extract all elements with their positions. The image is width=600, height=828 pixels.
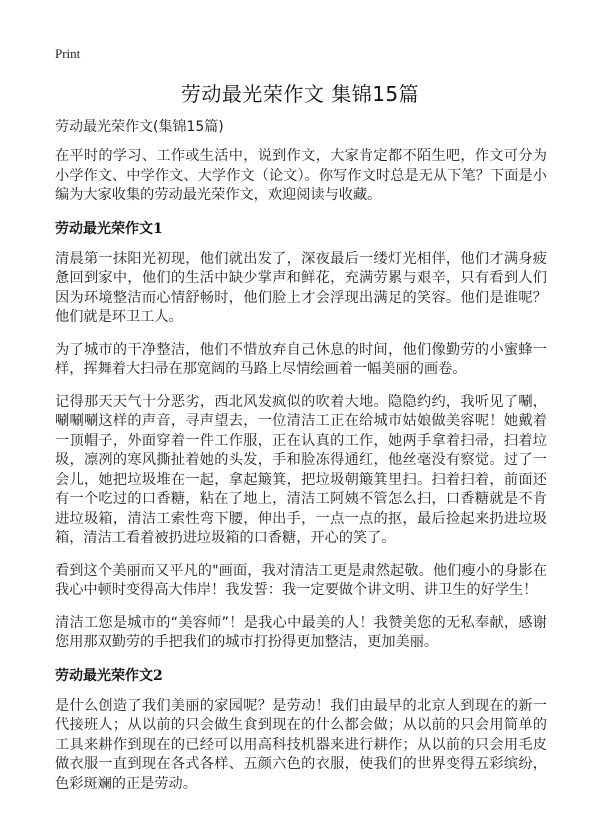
paragraph: 清洁工您是城市的“美容师”！是我心中最美的人！我赞美您的无私奉献，感谢您用那双勤劳的手把我们的城市打扮得更加整洁，更加美丽。: [55, 614, 547, 650]
document-subtitle: 劳动最光荣作文(集锦15篇): [55, 119, 224, 135]
paragraph: 清晨第一抹阳光初现，他们就出发了，深夜最后一缕灯光相伴，他们才满身疲惫回到家中，他们的生活中缺少掌声和鲜花，充满劳累与艰辛，只有看到人们因为环境整洁而心情舒畅时，他们脸上才会浮现出满足的笑容。他们是谁呢？他们就是环卫工人。: [55, 250, 547, 325]
paragraph: 是什么创造了我们美丽的家园呢？是劳动！我们由最早的北京人到现在的新一代接班人；从以前的只会做生食到现在的什么都会做；从以前的只会用简单的工具来耕作到现在的已经可以用高科技机器来进行耕作；从以前的只会用毛皮做衣服一直到现在各式各样、五颜六色的衣服，使我们的世界变得五彩缤纷，色彩斑斓的正是劳动。: [55, 697, 547, 792]
print-label: Print: [55, 46, 81, 61]
section-heading: 劳动最光荣作文2: [55, 667, 163, 684]
section-1: [55, 219, 547, 653]
paragraph: 看到这个美丽而又平凡的"画面，我对清洁工更是肃然起敬。他们瘦小的身影在我心中顿时变得高大伟岸！我发誓：我一定要做个讲文明、讲卫生的好学生！: [55, 562, 547, 598]
document-body: [55, 118, 547, 807]
section-heading: 劳动最光荣作文1: [55, 220, 163, 237]
intro-paragraph: 在平时的学习、工作或生活中，说到作文，大家肯定都不陌生吧，作文可分为小学作文、中学作文、大学作文（论文）。你写作文时总是无从下笔？下面是小编为大家收集的劳动最光荣作文，欢迎阅读与收藏。: [55, 148, 547, 203]
paragraph: 为了城市的干净整洁，他们不惜放弃自己休息的时间，他们像勤劳的小蜜蜂一样，挥舞着大扫帚在那宽阔的马路上尽情绘画着一幅美丽的画卷。: [55, 341, 547, 377]
paragraph: 记得那天天气十分恶劣，西北风发疯似的吹着大地。隐隐约约，我听见了唰，唰唰唰这样的声音，寻声望去，一位清洁工正在给城市姑娘做美容呢！她戴着一顶帽子，外面穿着一件工作服，正在认真的工作，她两手拿着扫帚，扫着垃圾，凛冽的寒风撕扯着她的头发，手和脸冻得通红，他丝毫没有察觉。过了一会儿，她把垃圾堆在一起，拿起簸箕，把垃圾朝簸箕里扫。扫着扫着，前面还有一个吃过的口香糖，粘在了地上，清洁工阿姨不管怎么扫，口香糖就是不肯进垃圾箱，清洁工索性弯下腰，伸出手，一点一点的抠，最后捡起来扔进垃圾箱，清洁工看着被扔进垃圾箱的口香糖，开心的笑了。: [55, 393, 547, 546]
document-title: 劳动最光荣作文 集锦15篇: [180, 82, 420, 106]
section-2: [55, 666, 547, 795]
